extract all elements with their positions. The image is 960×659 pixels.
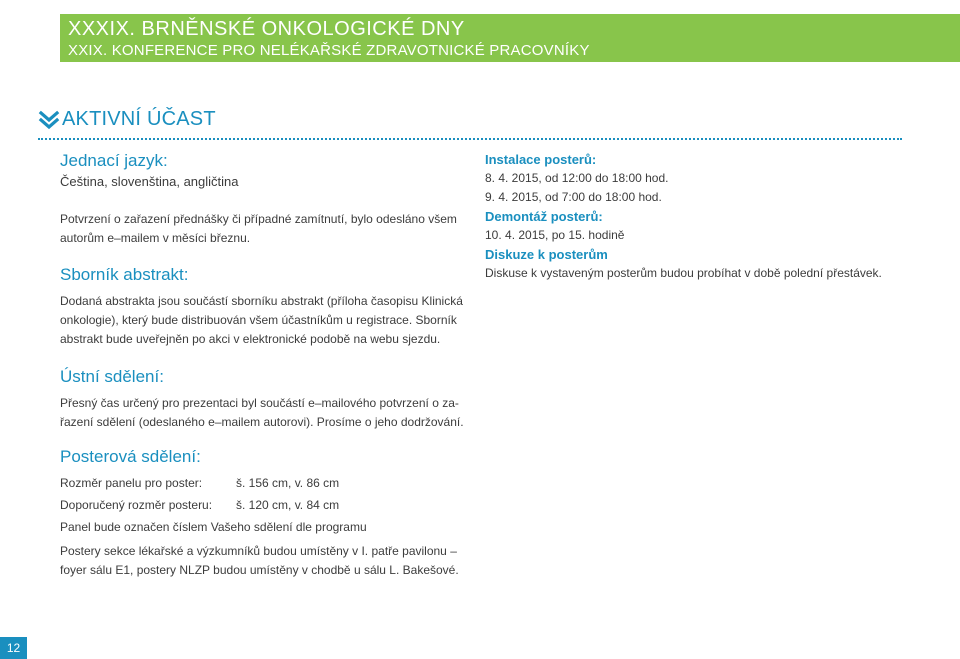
confirmation-text-line-2: autorům e–mailem v měsíci březnu. xyxy=(60,231,251,245)
proceedings-text-line-2: onkologie), který bude distribuován všem účastníkům u registrace. Sborník xyxy=(60,313,457,327)
oral-text-line-2: řazení sdělení (odeslaného e–mailem autorovi). Prosíme o jeho dodržování. xyxy=(60,415,464,429)
poster-heading: Posterová sdělení: xyxy=(60,447,201,466)
confirmation-text-line-1: Potvrzení o zařazení přednášky či případné zamítnutí, bylo odesláno všem xyxy=(60,212,457,226)
dismantling-heading: Demontáž posterů: xyxy=(485,209,603,224)
proceedings-text-line-1: Dodaná abstrakta jsou součástí sborníku abstrakt (příloha časopisu Klinická xyxy=(60,294,463,308)
conference-subtitle: XXIX. KONFERENCE PRO NELÉKAŘSKÉ ZDRAVOTNICKÉ PRACOVNÍKY xyxy=(68,42,590,59)
oral-heading: Ústní sdělení: xyxy=(60,367,164,386)
poster-row-label: Doporučený rozměr posteru: xyxy=(60,498,213,512)
dismantling-line-1: 10. 4. 2015, po 15. hodině xyxy=(485,228,625,242)
discussion-heading: Diskuze k posterům xyxy=(485,247,608,262)
installation-heading: Instalace posterů: xyxy=(485,152,597,167)
section-title-text: AKTIVNÍ ÚČAST xyxy=(62,108,216,130)
language-text: Čeština, slovenština, angličtina xyxy=(60,174,239,189)
header-banner xyxy=(60,14,960,62)
poster-row-value: š. 120 cm, v. 84 cm xyxy=(236,498,340,512)
installation-line-1: 8. 4. 2015, od 12:00 do 18:00 hod. xyxy=(485,171,669,185)
poster-row xyxy=(60,472,480,494)
page-number: 12 xyxy=(0,637,27,659)
poster-row-value: š. 156 cm, v. 86 cm xyxy=(236,476,340,490)
poster-row-label: Rozměr panelu pro poster: xyxy=(60,476,203,490)
conference-title: XXXIX. BRNĚNSKÉ ONKOLOGICKÉ DNY xyxy=(68,18,465,40)
installation-line-2: 9. 4. 2015, od 7:00 do 18:00 hod. xyxy=(485,190,662,204)
left-column xyxy=(60,150,480,580)
language-heading: Jednací jazyk: xyxy=(60,151,168,170)
section-divider xyxy=(38,138,902,140)
poster-row xyxy=(60,494,480,516)
oral-text-line-1: Přesný čas určený pro prezentaci byl součástí e–mailového potvrzení o za- xyxy=(60,396,459,410)
proceedings-text-line-3: abstrakt bude uveřejněn po akci v elektronické podobě na webu sjezdu. xyxy=(60,332,441,346)
poster-panel-text: Panel bude označen číslem Vašeho sdělení dle programu xyxy=(60,520,367,534)
section-title xyxy=(38,108,216,131)
right-column xyxy=(485,150,925,283)
proceedings-heading: Sborník abstrakt: xyxy=(60,265,189,284)
poster-location-line-2: foyer sálu E1, postery NLZP budou umístěny v chodbě u sálu L. Bakešové. xyxy=(60,563,459,577)
double-chevron-down-icon xyxy=(38,109,60,131)
poster-location-line-1: Postery sekce lékařské a výzkumníků budou umístěny v I. patře pavilonu – xyxy=(60,544,457,558)
discussion-text: Diskuse k vystaveným posterům budou probíhat v době polední přestávek. xyxy=(485,266,882,280)
